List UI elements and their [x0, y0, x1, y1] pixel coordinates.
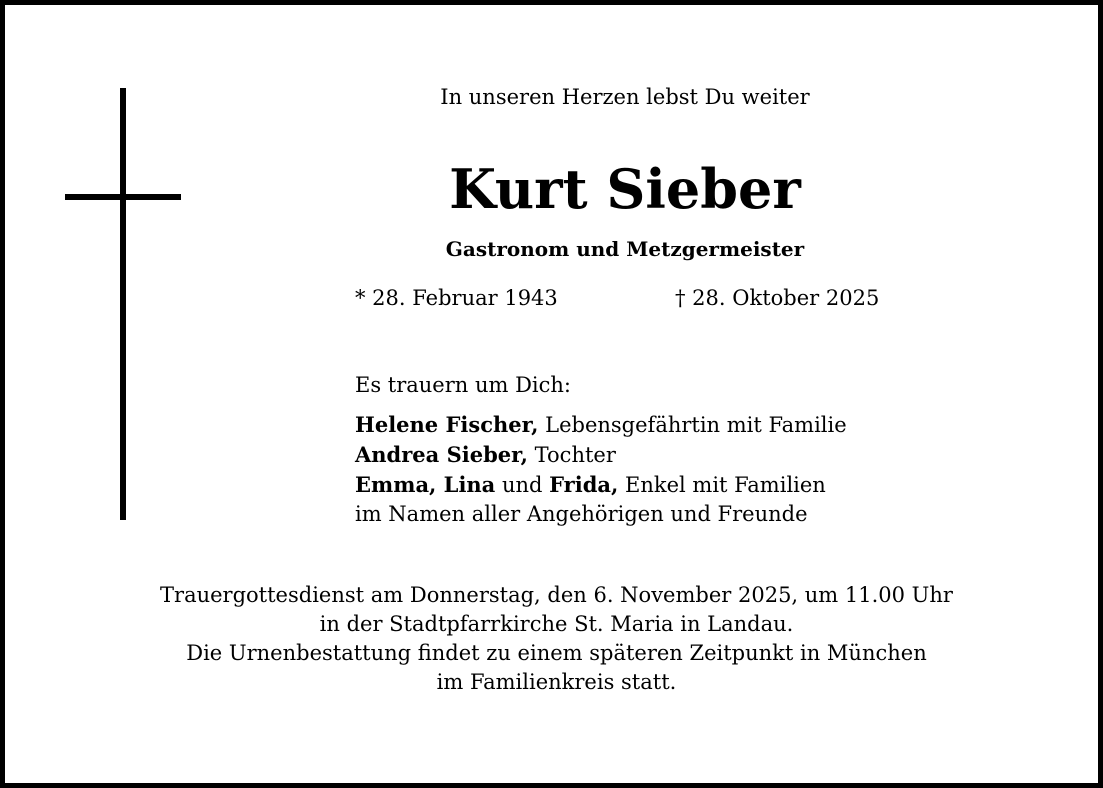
cross-horizontal-bar: [65, 194, 181, 200]
mourner-line: im Namen aller Angehörigen und Freunde: [355, 502, 808, 526]
mourner-name: Frida,: [549, 472, 619, 497]
deceased-name: Kurt Sieber: [449, 157, 801, 221]
mourner-line: [355, 470, 847, 500]
mourner-name: Helene Fischer,: [355, 412, 539, 437]
service-line: Trauergottesdienst am Donnerstag, den 6. November 2025, um 11.00 Uhr: [160, 583, 953, 607]
motto: In unseren Herzen lebst Du weiter: [440, 85, 810, 109]
mourner-relation: Tochter: [527, 443, 616, 467]
mourners-intro: Es trauern um Dich:: [355, 373, 571, 397]
mourner-name: Andrea Sieber,: [355, 442, 528, 467]
profession: Gastronom und Metzgermeister: [445, 237, 805, 261]
service-line: im Familienkreis statt.: [436, 670, 677, 694]
service-line: in der Stadtpfarrkirche St. Maria in Landau.: [319, 612, 794, 636]
mourner-line: [355, 440, 847, 470]
service-line: Die Urnenbestattung findet zu einem späteren Zeitpunkt in München: [186, 641, 927, 665]
mourner-relation: Enkel mit Familien: [618, 473, 826, 497]
mourner-connector: und: [495, 473, 550, 497]
birth-date: * 28. Februar 1943: [355, 286, 558, 310]
mourner-line: [355, 410, 847, 440]
service-info: [5, 581, 1103, 697]
cross-vertical-bar: [120, 88, 126, 520]
death-date: † 28. Oktober 2025: [675, 286, 880, 310]
mourner-relation: Lebensgefährtin mit Familie: [538, 413, 847, 437]
mourners-list: [355, 410, 847, 529]
mourner-name: Emma, Lina: [355, 472, 496, 497]
